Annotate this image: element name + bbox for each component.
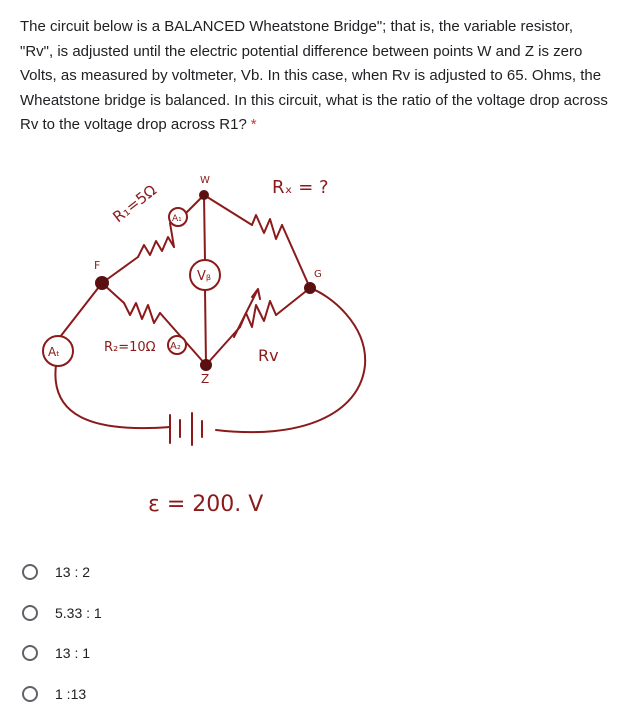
radio-button[interactable] [22,605,38,621]
wire-battery-g [216,288,365,432]
label-z: Z [201,372,210,386]
option-label: 13 : 1 [55,645,91,662]
label-rv: Rv [258,346,279,365]
node-f [95,276,109,290]
wire-f-at [60,283,102,337]
label-a1: A₁ [172,214,182,224]
label-rx: Rₓ = ? [272,177,329,198]
question-body: The circuit below is a BALANCED Wheatstone Bridge"; that is, the variable resistor, "Rv", is adjusted until the electric potential difference between points W and Z is zero Volts, as measured by voltmeter, Vb. In this case, when Rv is adjusted to 65. Ohms, the Wheatstone bridge is balanced. In this circuit, what is the ratio of the voltage drop across Rv to the voltage drop across R1? [20,18,608,133]
wire-at-battery [55,365,170,428]
wire-rx-g [282,225,310,288]
radio-button[interactable] [22,564,38,580]
resistor-rx-zigzag [252,215,282,239]
radio-button[interactable] [22,686,38,702]
wire-w-vb [204,195,205,261]
wheatstone-circuit-diagram [20,165,420,540]
node-z [200,359,212,371]
option-label: 13 : 2 [55,564,91,581]
radio-button[interactable] [22,645,38,661]
option-1-13[interactable] [20,674,420,715]
option-5-33-1[interactable] [20,593,420,634]
option-label: 5.33 : 1 [55,604,102,621]
label-a2: A₂ [170,341,181,352]
label-r1: R₁=5Ω [109,181,160,227]
option-label: 1 :13 [55,685,87,702]
node-w [199,190,209,200]
answer-options [20,552,420,714]
resistor-r2-zigzag [124,303,160,323]
label-vb: Vᵦ [197,269,212,284]
wire-z-rv [206,327,240,365]
label-emf: ε = 200. V [148,492,264,517]
required-asterisk: * [250,116,257,133]
option-13-1[interactable] [20,633,420,674]
label-f: F [94,259,101,272]
question-text [20,15,610,138]
label-r2: R₂=10Ω [104,340,156,355]
resistor-r1-zigzag [138,237,174,257]
wire-vb-z [205,289,206,365]
wire-w-rx [204,195,252,225]
label-w: W [200,175,210,186]
wire-rv-g [276,288,310,315]
node-g [304,282,316,294]
rv-variable-arrow [234,289,260,337]
label-at: Aₜ [48,345,60,359]
label-g: G [314,269,322,280]
option-13-2[interactable] [20,552,420,593]
